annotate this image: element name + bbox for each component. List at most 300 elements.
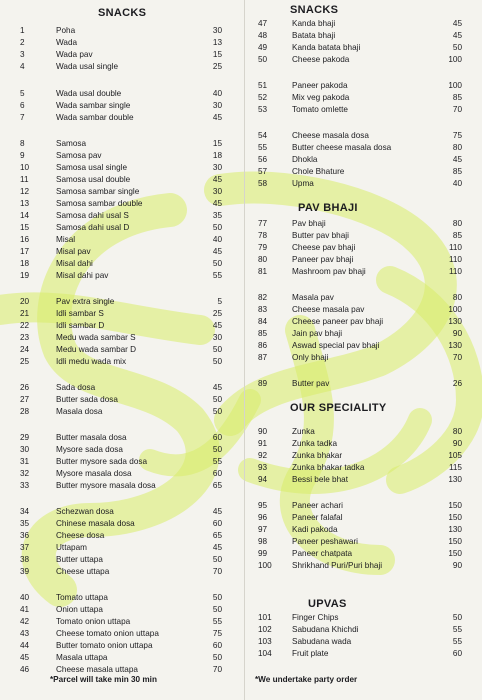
menu-item-name: Butter pav bbox=[292, 379, 330, 388]
menu-item-num: 7 bbox=[20, 113, 25, 122]
menu-item-num: 104 bbox=[258, 649, 272, 658]
menu-item-num: 6 bbox=[20, 101, 25, 110]
menu-item-row bbox=[250, 266, 476, 278]
menu-item-price: 45 bbox=[212, 247, 222, 256]
menu-item-name: Idli medu wada mix bbox=[56, 357, 127, 366]
menu-item-price: 65 bbox=[212, 531, 222, 540]
menu-item-price: 15 bbox=[212, 139, 222, 148]
menu-item-num: 57 bbox=[258, 167, 268, 176]
menu-item-row bbox=[0, 616, 241, 628]
menu-item-price: 50 bbox=[212, 555, 222, 564]
menu-item-name: Cheese masala dosa bbox=[292, 131, 369, 140]
menu-item-name: Cheese tomato onion uttapa bbox=[56, 629, 159, 638]
menu-item-price: 45 bbox=[212, 543, 222, 552]
menu-item-num: 38 bbox=[20, 555, 30, 564]
menu-item-num: 100 bbox=[258, 561, 272, 570]
menu-item-row bbox=[0, 542, 241, 554]
menu-item-name: Jain pav bhaji bbox=[292, 329, 343, 338]
menu-item-price: 30 bbox=[212, 163, 222, 172]
menu-item-name: Mix veg pakoda bbox=[292, 93, 350, 102]
menu-item-num: 29 bbox=[20, 433, 30, 442]
menu-item-name: Zunka tadka bbox=[292, 439, 338, 448]
menu-item-row bbox=[250, 104, 476, 116]
menu-item-name: Cheese pav bhaji bbox=[292, 243, 356, 252]
menu-item-row bbox=[0, 406, 241, 418]
menu-item-price: 45 bbox=[212, 383, 222, 392]
menu-item-num: 50 bbox=[258, 55, 268, 64]
menu-item-num: 80 bbox=[258, 255, 268, 264]
menu-item-row bbox=[0, 162, 241, 174]
menu-item-row bbox=[250, 328, 476, 340]
menu-item-row bbox=[0, 506, 241, 518]
column-divider bbox=[244, 0, 245, 700]
menu-item-num: 55 bbox=[258, 143, 268, 152]
menu-item-num: 44 bbox=[20, 641, 30, 650]
menu-item-name: Sabudana wada bbox=[292, 637, 352, 646]
menu-item-num: 53 bbox=[258, 105, 268, 114]
menu-item-num: 21 bbox=[20, 309, 30, 318]
menu-item-num: 90 bbox=[258, 427, 268, 436]
menu-item-num: 26 bbox=[20, 383, 30, 392]
menu-item-name: Butter mysore sada dosa bbox=[56, 457, 148, 466]
menu-item-row bbox=[250, 178, 476, 190]
menu-item-row bbox=[0, 210, 241, 222]
menu-item-num: 41 bbox=[20, 605, 30, 614]
menu-item-price: 65 bbox=[212, 481, 222, 490]
menu-item-name: Paneer falafal bbox=[292, 513, 343, 522]
menu-item-name: Idli sambar S bbox=[56, 309, 104, 318]
menu-item-price: 50 bbox=[212, 407, 222, 416]
menu-item-name: Zunka bhakar tadka bbox=[292, 463, 365, 472]
menu-item-num: 52 bbox=[258, 93, 268, 102]
menu-item-name: Kanda batata bhaji bbox=[292, 43, 361, 52]
menu-item-price: 50 bbox=[212, 357, 222, 366]
menu-item-row bbox=[0, 356, 241, 368]
menu-item-price: 45 bbox=[212, 199, 222, 208]
right-section-heading: PAV BHAJI bbox=[298, 202, 358, 214]
menu-item-price: 110 bbox=[448, 267, 462, 276]
menu-item-row bbox=[0, 604, 241, 616]
menu-item-num: 42 bbox=[20, 617, 30, 626]
menu-item-price: 150 bbox=[448, 549, 462, 558]
menu-item-name: Butter masala dosa bbox=[56, 433, 127, 442]
menu-item-row bbox=[0, 222, 241, 234]
menu-item-num: 78 bbox=[258, 231, 268, 240]
menu-item-row bbox=[250, 80, 476, 92]
menu-item-num: 101 bbox=[258, 613, 272, 622]
right-section-heading: OUR SPECIALITY bbox=[290, 402, 387, 414]
left-section-heading: SNACKS bbox=[98, 7, 147, 19]
menu-item-name: Wada pav bbox=[56, 50, 93, 59]
menu-item-price: 50 bbox=[212, 653, 222, 662]
menu-item-name: Mysore sada dosa bbox=[56, 445, 123, 454]
menu-item-price: 45 bbox=[212, 321, 222, 330]
menu-item-num: 12 bbox=[20, 187, 30, 196]
menu-item-num: 47 bbox=[258, 19, 268, 28]
menu-item-row bbox=[0, 186, 241, 198]
menu-item-name: Wada sambar single bbox=[56, 101, 131, 110]
menu-item-num: 28 bbox=[20, 407, 30, 416]
menu-item-row bbox=[250, 316, 476, 328]
menu-item-num: 45 bbox=[20, 653, 30, 662]
menu-item-num: 54 bbox=[258, 131, 268, 140]
menu-item-num: 97 bbox=[258, 525, 268, 534]
menu-item-num: 2 bbox=[20, 38, 25, 47]
menu-item-num: 102 bbox=[258, 625, 272, 634]
menu-item-price: 50 bbox=[212, 259, 222, 268]
menu-item-price: 150 bbox=[448, 537, 462, 546]
menu-item-row bbox=[250, 340, 476, 352]
menu-item-num: 51 bbox=[258, 81, 268, 90]
menu-item-name: Zunka bhakar bbox=[292, 451, 343, 460]
menu-item-name: Butter mysore masala dosa bbox=[56, 481, 156, 490]
menu-item-name: Sabudana Khichdi bbox=[292, 625, 359, 634]
menu-item-name: Fruit plate bbox=[292, 649, 329, 658]
menu-item-name: Masala pav bbox=[292, 293, 334, 302]
menu-item-price: 130 bbox=[448, 525, 462, 534]
menu-item-num: 25 bbox=[20, 357, 30, 366]
menu-item-price: 100 bbox=[448, 81, 462, 90]
menu-item-name: Schezwan dosa bbox=[56, 507, 114, 516]
menu-item-row bbox=[0, 592, 241, 604]
menu-item-name: Batata bhaji bbox=[292, 31, 336, 40]
menu-item-num: 22 bbox=[20, 321, 30, 330]
menu-item-row bbox=[0, 100, 241, 112]
menu-item-row bbox=[250, 500, 476, 512]
menu-item-row bbox=[0, 150, 241, 162]
menu-item-price: 50 bbox=[212, 605, 222, 614]
menu-item-num: 24 bbox=[20, 345, 30, 354]
menu-item-num: 9 bbox=[20, 151, 25, 160]
menu-item-price: 40 bbox=[452, 179, 462, 188]
menu-item-name: Kadi pakoda bbox=[292, 525, 338, 534]
menu-item-price: 85 bbox=[452, 93, 462, 102]
menu-item-num: 34 bbox=[20, 507, 30, 516]
menu-item-row bbox=[0, 25, 241, 37]
menu-item-row bbox=[0, 344, 241, 356]
menu-item-name: Misal pav bbox=[56, 247, 91, 256]
menu-item-num: 20 bbox=[20, 297, 30, 306]
menu-item-price: 70 bbox=[212, 567, 222, 576]
menu-item-num: 81 bbox=[258, 267, 268, 276]
menu-item-price: 60 bbox=[452, 649, 462, 658]
menu-item-name: Butter uttapa bbox=[56, 555, 103, 564]
menu-item-name: Tomato uttapa bbox=[56, 593, 108, 602]
menu-item-row bbox=[0, 518, 241, 530]
menu-item-row bbox=[0, 320, 241, 332]
right-section-heading: SNACKS bbox=[290, 4, 339, 16]
menu-item-row bbox=[0, 49, 241, 61]
menu-item-name: Samosa pav bbox=[56, 151, 102, 160]
menu-item-num: 13 bbox=[20, 199, 30, 208]
menu-item-row bbox=[0, 530, 241, 542]
menu-item-num: 96 bbox=[258, 513, 268, 522]
menu-item-row bbox=[0, 37, 241, 49]
menu-item-row bbox=[250, 92, 476, 104]
menu-item-name: Paneer chatpata bbox=[292, 549, 353, 558]
menu-item-num: 32 bbox=[20, 469, 30, 478]
menu-item-row bbox=[0, 382, 241, 394]
menu-item-row bbox=[250, 624, 476, 636]
menu-item-price: 90 bbox=[452, 329, 462, 338]
menu-item-num: 15 bbox=[20, 223, 30, 232]
menu-item-name: Finger Chips bbox=[292, 613, 339, 622]
menu-item-price: 50 bbox=[212, 593, 222, 602]
menu-item-num: 5 bbox=[20, 89, 25, 98]
menu-item-row bbox=[250, 426, 476, 438]
menu-item-name: Upma bbox=[292, 179, 314, 188]
menu-item-num: 40 bbox=[20, 593, 30, 602]
menu-item-price: 55 bbox=[212, 271, 222, 280]
menu-item-num: 103 bbox=[258, 637, 272, 646]
menu-item-row bbox=[0, 480, 241, 492]
menu-item-price: 25 bbox=[212, 309, 222, 318]
menu-item-name: Shrikhand Puri/Puri bhaji bbox=[292, 561, 383, 570]
menu-item-price: 80 bbox=[452, 219, 462, 228]
menu-item-price: 40 bbox=[212, 89, 222, 98]
menu-item-row bbox=[0, 296, 241, 308]
menu-item-name: Wada bbox=[56, 38, 78, 47]
menu-item-name: Cheese masala uttapa bbox=[56, 665, 138, 674]
menu-item-num: 93 bbox=[258, 463, 268, 472]
menu-item-row bbox=[0, 640, 241, 652]
menu-item-num: 3 bbox=[20, 50, 25, 59]
menu-item-name: Wada sambar double bbox=[56, 113, 134, 122]
menu-item-name: Only bhaji bbox=[292, 353, 329, 362]
menu-item-row bbox=[0, 628, 241, 640]
menu-item-price: 45 bbox=[212, 175, 222, 184]
menu-item-price: 45 bbox=[212, 507, 222, 516]
menu-item-row bbox=[0, 394, 241, 406]
menu-item-num: 91 bbox=[258, 439, 268, 448]
menu-item-price: 150 bbox=[448, 501, 462, 510]
menu-item-num: 19 bbox=[20, 271, 30, 280]
menu-item-num: 33 bbox=[20, 481, 30, 490]
menu-item-num: 77 bbox=[258, 219, 268, 228]
menu-item-name: Butter sada dosa bbox=[56, 395, 118, 404]
menu-item-row bbox=[0, 652, 241, 664]
menu-item-num: 79 bbox=[258, 243, 268, 252]
menu-item-price: 45 bbox=[452, 155, 462, 164]
menu-item-price: 50 bbox=[212, 395, 222, 404]
menu-item-row bbox=[250, 352, 476, 364]
menu-item-row bbox=[250, 242, 476, 254]
menu-item-num: 17 bbox=[20, 247, 30, 256]
menu-item-num: 98 bbox=[258, 537, 268, 546]
menu-item-row bbox=[250, 218, 476, 230]
menu-item-price: 30 bbox=[212, 187, 222, 196]
menu-item-price: 45 bbox=[452, 19, 462, 28]
menu-item-price: 80 bbox=[452, 293, 462, 302]
menu-item-row bbox=[250, 548, 476, 560]
menu-item-price: 100 bbox=[448, 305, 462, 314]
menu-item-name: Cheese masala pav bbox=[292, 305, 365, 314]
menu-item-row bbox=[250, 536, 476, 548]
menu-item-price: 60 bbox=[212, 641, 222, 650]
menu-item-name: Samosa sambar double bbox=[56, 199, 143, 208]
menu-item-row bbox=[0, 138, 241, 150]
menu-item-row bbox=[250, 636, 476, 648]
menu-item-row bbox=[250, 450, 476, 462]
menu-item-row bbox=[250, 292, 476, 304]
menu-item-row bbox=[250, 30, 476, 42]
menu-item-price: 60 bbox=[212, 469, 222, 478]
menu-item-row bbox=[250, 560, 476, 572]
menu-item-name: Idli sambar D bbox=[56, 321, 105, 330]
menu-item-num: 83 bbox=[258, 305, 268, 314]
menu-item-name: Pav extra single bbox=[56, 297, 115, 306]
menu-item-price: 50 bbox=[212, 445, 222, 454]
menu-item-price: 30 bbox=[212, 101, 222, 110]
menu-item-name: Cheese paneer pav bhaji bbox=[292, 317, 384, 326]
menu-item-price: 50 bbox=[452, 613, 462, 622]
menu-item-row bbox=[250, 54, 476, 66]
menu-item-num: 31 bbox=[20, 457, 30, 466]
menu-item-num: 10 bbox=[20, 163, 30, 172]
menu-item-name: Bessi bele bhat bbox=[292, 475, 348, 484]
menu-item-row bbox=[0, 432, 241, 444]
menu-item-name: Butter tomato onion uttapa bbox=[56, 641, 153, 650]
menu-item-name: Butter pav bhaji bbox=[292, 231, 349, 240]
menu-item-name: Zunka bbox=[292, 427, 315, 436]
menu-item-name: Masala dosa bbox=[56, 407, 103, 416]
menu-item-row bbox=[0, 444, 241, 456]
menu-item-name: Onion uttapa bbox=[56, 605, 103, 614]
menu-item-price: 26 bbox=[452, 379, 462, 388]
menu-item-num: 30 bbox=[20, 445, 30, 454]
menu-item-price: 85 bbox=[452, 167, 462, 176]
menu-item-name: Masala uttapa bbox=[56, 653, 108, 662]
menu-item-num: 94 bbox=[258, 475, 268, 484]
menu-item-name: Misal bbox=[56, 235, 76, 244]
menu-item-row bbox=[0, 112, 241, 124]
menu-item-price: 90 bbox=[452, 561, 462, 570]
menu-item-name: Tomato onion uttapa bbox=[56, 617, 131, 626]
menu-item-num: 16 bbox=[20, 235, 30, 244]
menu-item-num: 36 bbox=[20, 531, 30, 540]
menu-item-num: 85 bbox=[258, 329, 268, 338]
menu-item-name: Cheese uttapa bbox=[56, 567, 110, 576]
menu-item-row bbox=[250, 438, 476, 450]
menu-item-name: Samosa dahi usal S bbox=[56, 211, 129, 220]
menu-item-name: Misal dahi pav bbox=[56, 271, 109, 280]
menu-item-price: 150 bbox=[448, 513, 462, 522]
menu-item-num: 87 bbox=[258, 353, 268, 362]
menu-item-name: Paneer pakoda bbox=[292, 81, 348, 90]
menu-item-row bbox=[0, 258, 241, 270]
menu-item-row bbox=[250, 648, 476, 660]
menu-item-name: Chinese masala dosa bbox=[56, 519, 135, 528]
menu-item-price: 70 bbox=[452, 105, 462, 114]
menu-item-num: 86 bbox=[258, 341, 268, 350]
menu-item-price: 70 bbox=[452, 353, 462, 362]
menu-item-price: 45 bbox=[452, 31, 462, 40]
party-order-note: *We undertake party order bbox=[255, 675, 358, 684]
menu-item-price: 75 bbox=[452, 131, 462, 140]
menu-item-row bbox=[0, 566, 241, 578]
menu-item-row bbox=[250, 130, 476, 142]
menu-item-row bbox=[250, 524, 476, 536]
menu-item-price: 130 bbox=[448, 475, 462, 484]
menu-item-row bbox=[250, 42, 476, 54]
menu-item-row bbox=[250, 166, 476, 178]
menu-item-name: Aswad special pav bhaji bbox=[292, 341, 380, 350]
menu-item-num: 99 bbox=[258, 549, 268, 558]
menu-item-num: 49 bbox=[258, 43, 268, 52]
menu-item-price: 100 bbox=[448, 55, 462, 64]
menu-item-name: Paneer pav bhaji bbox=[292, 255, 354, 264]
menu-item-price: 35 bbox=[212, 211, 222, 220]
menu-item-price: 90 bbox=[452, 439, 462, 448]
menu-item-row bbox=[250, 142, 476, 154]
menu-item-price: 110 bbox=[448, 243, 462, 252]
menu-item-name: Cheese pakoda bbox=[292, 55, 350, 64]
menu-item-price: 45 bbox=[212, 113, 222, 122]
menu-item-row bbox=[0, 88, 241, 100]
menu-item-price: 5 bbox=[217, 297, 222, 306]
menu-item-price: 80 bbox=[452, 427, 462, 436]
menu-item-name: Tomato omlette bbox=[292, 105, 348, 114]
menu-item-price: 55 bbox=[212, 617, 222, 626]
right-section-heading: UPVAS bbox=[308, 598, 347, 610]
menu-item-num: 1 bbox=[20, 26, 25, 35]
menu-item-price: 50 bbox=[212, 223, 222, 232]
menu-item-num: 39 bbox=[20, 567, 30, 576]
menu-item-name: Medu wada sambar D bbox=[56, 345, 137, 354]
menu-item-price: 55 bbox=[452, 625, 462, 634]
menu-item-num: 4 bbox=[20, 62, 25, 71]
menu-item-row bbox=[0, 270, 241, 282]
menu-item-row bbox=[250, 512, 476, 524]
menu-item-name: Dhokla bbox=[292, 155, 318, 164]
menu-item-row bbox=[250, 254, 476, 266]
menu-item-num: 18 bbox=[20, 259, 30, 268]
menu-item-price: 25 bbox=[212, 62, 222, 71]
menu-item-name: Samosa bbox=[56, 139, 87, 148]
menu-item-num: 89 bbox=[258, 379, 268, 388]
menu-item-name: Chole Bhature bbox=[292, 167, 345, 176]
menu-item-price: 85 bbox=[452, 231, 462, 240]
menu-item-num: 95 bbox=[258, 501, 268, 510]
menu-item-name: Wada usal double bbox=[56, 89, 122, 98]
menu-item-name: Samosa usal double bbox=[56, 175, 131, 184]
menu-item-row bbox=[0, 332, 241, 344]
menu-item-row bbox=[0, 246, 241, 258]
parcel-note: *Parcel will take min 30 min bbox=[50, 675, 157, 684]
menu-item-price: 115 bbox=[448, 463, 462, 472]
menu-item-name: Cheese dosa bbox=[56, 531, 105, 540]
menu-item-num: 84 bbox=[258, 317, 268, 326]
menu-item-row bbox=[250, 474, 476, 486]
menu-item-num: 43 bbox=[20, 629, 30, 638]
menu-item-price: 30 bbox=[212, 333, 222, 342]
menu-item-name: Samosa sambar single bbox=[56, 187, 140, 196]
menu-item-price: 13 bbox=[212, 38, 222, 47]
menu-item-num: 48 bbox=[258, 31, 268, 40]
menu-item-price: 40 bbox=[212, 235, 222, 244]
menu-item-num: 82 bbox=[258, 293, 268, 302]
menu-item-price: 60 bbox=[212, 433, 222, 442]
menu-item-row bbox=[250, 230, 476, 242]
menu-item-num: 92 bbox=[258, 451, 268, 460]
menu-item-row bbox=[0, 456, 241, 468]
menu-item-row bbox=[0, 234, 241, 246]
menu-item-name: Misal dahi bbox=[56, 259, 93, 268]
menu-item-price: 50 bbox=[452, 43, 462, 52]
menu-item-num: 8 bbox=[20, 139, 25, 148]
menu-item-name: Samosa usal single bbox=[56, 163, 127, 172]
menu-item-price: 55 bbox=[212, 457, 222, 466]
